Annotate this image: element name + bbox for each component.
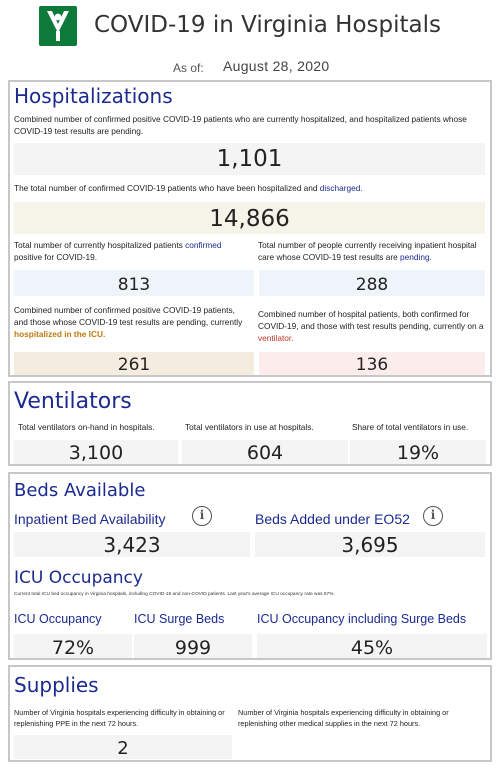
icu-occupancy-title: ICU Occupancy — [14, 568, 143, 588]
ventilators-in-use-value: 604 — [182, 440, 348, 464]
supplies-panel — [8, 665, 492, 762]
page-title: COVID-19 in Virginia Hospitals — [94, 12, 441, 38]
icu-value: 261 — [14, 352, 254, 375]
ventilator-desc: Combined number of hospital patients, both confirmed for COVID-19, and those with test results pending, currently on a ventilator. — [258, 309, 484, 343]
icu-occupancy-desc: Current total ICU bed occupancy in Virginia hospitals, including COVID-19 and non-COVID patients. Last year's average ICU occupancy rate was 67%. — [14, 592, 335, 597]
inpatient-info-icon[interactable]: i — [192, 506, 212, 526]
discharged-value: 14,866 — [14, 202, 485, 234]
ventilator-value: 136 — [259, 352, 485, 375]
ventilators-title: Ventilators — [14, 389, 132, 414]
icu-incl-surge-label: ICU Occupancy including Surge Beds — [257, 612, 467, 626]
as-of-label: As of: — [173, 61, 204, 75]
beds-title: Beds Available — [14, 480, 146, 501]
ventilators-panel — [8, 381, 492, 466]
current-hospitalized-value: 1,101 — [14, 143, 485, 175]
as-of-date: August 28, 2020 — [223, 58, 330, 74]
icu-surge-beds-value: 999 — [134, 634, 252, 658]
icu-occupancy-value: 72% — [14, 634, 132, 658]
confirmed-value: 813 — [14, 270, 254, 296]
ventilators-share-value: 19% — [350, 440, 486, 464]
icu-surge-beds-label: ICU Surge Beds — [134, 612, 225, 626]
ventilators-on-hand-value: 3,100 — [14, 440, 178, 464]
beds-panel — [8, 472, 492, 660]
eo52-beds-label: Beds Added under EO52 — [255, 511, 410, 527]
supplies-title: Supplies — [14, 673, 99, 697]
icu-incl-surge-value: 45% — [257, 634, 487, 658]
ventilators-on-hand-label: Total ventilators on-hand in hospitals. — [18, 422, 155, 432]
other-supplies-difficulty-label: Number of Virginia hospitals experiencing difficulty in obtaining or replenishing other medical supplies in the next 72 hours. — [238, 708, 449, 728]
vhha-logo-icon — [39, 6, 77, 46]
ventilators-share-label: Share of total ventilators in use. — [352, 422, 469, 432]
page-header — [0, 0, 500, 80]
eo52-info-icon[interactable]: i — [423, 506, 443, 526]
eo52-beds-value: 3,695 — [255, 532, 485, 557]
pending-value: 288 — [259, 270, 485, 296]
icu-desc: Combined number of confirmed positive COVID-19 patients, and those whose COVID-19 test results are pending, currently hospitalized in the ICU. — [14, 305, 243, 339]
ppe-difficulty-value: 2 — [14, 735, 232, 759]
ventilators-in-use-label: Total ventilators in use at hospitals. — [185, 422, 314, 432]
pending-desc: Total number of people currently receiving inpatient hospital care whose COVID-19 test results are pending. — [258, 240, 477, 262]
current-hospitalized-desc: Combined number of confirmed positive COVID-19 patients who are currently hospitalized, and hospitalized patients whose COVID-19 test results are pending. — [14, 114, 467, 136]
inpatient-bed-value: 3,423 — [14, 532, 250, 557]
discharged-desc: The total number of confirmed COVID-19 patients who have been hospitalized and discharged. — [14, 183, 363, 193]
hospitalizations-panel — [8, 80, 492, 377]
inpatient-bed-label: Inpatient Bed Availability — [14, 511, 166, 527]
confirmed-desc: Total number of currently hospitalized patients confirmed positive for COVID-19. — [14, 240, 222, 262]
icu-occupancy-label: ICU Occupancy — [14, 612, 102, 626]
hospitalizations-title: Hospitalizations — [14, 84, 173, 108]
ppe-difficulty-label: Number of Virginia hospitals experiencing difficulty in obtaining or replenishing PPE in the next 72 hours. — [14, 708, 225, 728]
